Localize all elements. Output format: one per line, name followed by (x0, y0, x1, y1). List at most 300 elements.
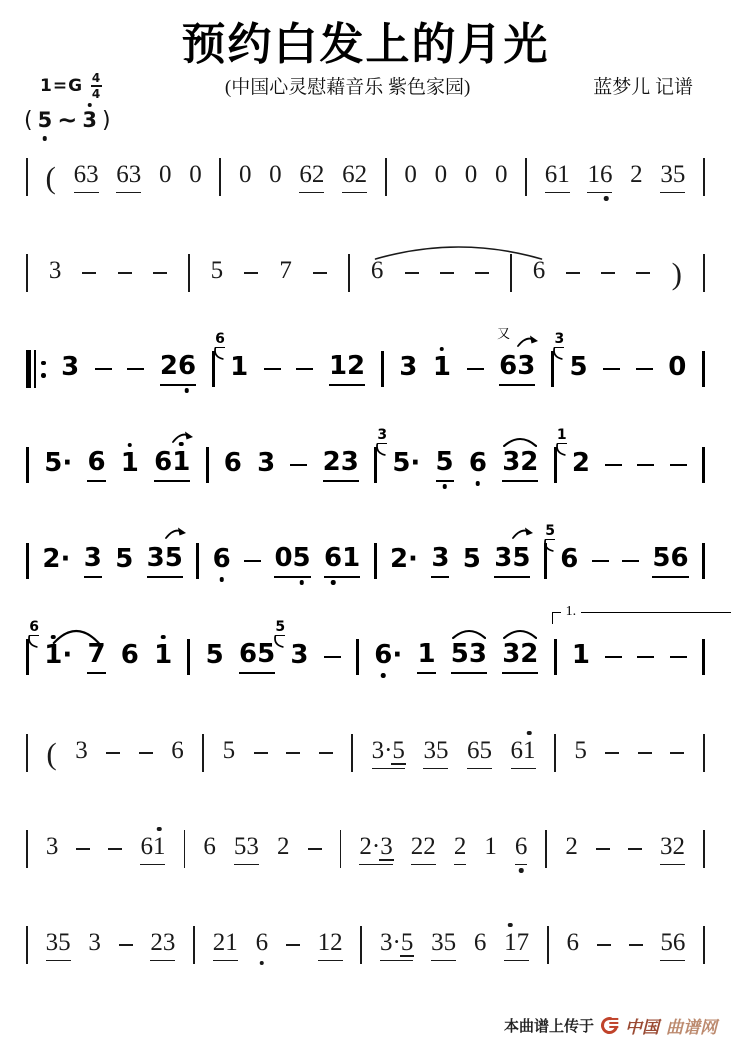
note-digits (44, 447, 73, 481)
octave-dot-high (527, 731, 532, 736)
dash-extension (622, 560, 639, 563)
footer (0, 1012, 717, 1038)
octave-dot-low (442, 484, 447, 489)
note-digits (467, 738, 492, 769)
note-digit: 2 (423, 832, 436, 860)
note-digit: 5 (436, 449, 454, 475)
dash-extension (638, 752, 652, 754)
note-digits (257, 447, 276, 481)
note-token (465, 162, 478, 192)
note-token (652, 542, 689, 578)
slide-arrow-icon (171, 430, 196, 444)
dash-extension (592, 560, 609, 563)
repeat-thin-bar (34, 350, 36, 388)
note-token (211, 258, 224, 288)
note-digit: 6 (499, 350, 518, 381)
note-token (565, 834, 578, 864)
octave-dot-low (381, 673, 386, 678)
note-token (404, 162, 417, 192)
score-line (26, 522, 705, 590)
note-token (61, 351, 80, 385)
score-line (26, 148, 705, 206)
note-token (277, 834, 290, 864)
grace-hook-icon (375, 443, 386, 456)
dash-extension (467, 368, 484, 371)
note-digit: 6 (566, 929, 580, 956)
dash-extension (637, 464, 654, 467)
note-token (46, 834, 59, 864)
range-low-note: 5 (38, 110, 53, 131)
note-token (495, 162, 508, 192)
dash-extension (313, 272, 327, 274)
grace-hook-icon (213, 347, 224, 360)
double-underline (391, 763, 406, 765)
note-digits (159, 350, 197, 386)
tie-arc-icon (503, 628, 537, 639)
dash-extension (597, 944, 611, 946)
note-digit: 7 (87, 638, 106, 669)
range-close-paren: ) (101, 107, 111, 133)
note-digits (411, 834, 436, 865)
note-digit: 5 (672, 160, 686, 188)
note-token (154, 639, 173, 673)
note-token (342, 162, 367, 193)
note-digit: 3 (380, 832, 393, 860)
note-digit: 2 (347, 350, 366, 381)
volta-label: 1. (561, 605, 582, 619)
note-token (159, 162, 172, 192)
score-line (26, 604, 705, 686)
note-digits (565, 834, 578, 864)
note-digit: 5 (233, 832, 247, 860)
note-token (432, 351, 451, 385)
note-token (189, 162, 202, 192)
note-token (511, 738, 536, 769)
note-digits (574, 738, 587, 768)
grace-note: 6 (215, 332, 225, 348)
subtitle: (中国心灵慰藉音乐 紫色家园) (224, 77, 471, 98)
parenthesis: ) (671, 255, 682, 291)
note-digits (116, 162, 141, 193)
note-token (454, 834, 467, 865)
note-digit: 3 (257, 447, 276, 478)
note-digit: 2 (42, 543, 61, 574)
dash-extension (76, 848, 90, 850)
note-digit: 3 (340, 446, 359, 477)
note-digits (211, 258, 224, 288)
note-token (239, 162, 252, 192)
note-digit: 2 (359, 832, 372, 860)
barline (703, 830, 705, 868)
note-digits (146, 542, 183, 578)
note-digit: 3 (128, 160, 142, 188)
note-token (159, 350, 197, 386)
note-digit: 3 (371, 736, 385, 764)
note-token (87, 638, 106, 674)
grace-note: 3 (377, 428, 387, 444)
note-digit: 6 (73, 160, 87, 188)
site-name-light: 曲谱网 (666, 1017, 717, 1038)
score-line (26, 820, 705, 878)
note-token (269, 162, 282, 192)
note-digit: 6 (223, 447, 242, 478)
dash-extension (139, 752, 153, 754)
note-digit: 5 (115, 543, 134, 574)
note-digit: 0 (159, 161, 172, 188)
dash-extension (628, 848, 642, 850)
barline (703, 734, 705, 772)
note-token (120, 639, 139, 673)
dash-extension (405, 272, 419, 274)
note-token (660, 162, 685, 193)
note-digit: 5 (293, 545, 311, 571)
barline (26, 543, 29, 579)
note-digit: 5 (58, 928, 71, 956)
note-digits (454, 834, 467, 865)
note-digit: 6 (469, 450, 487, 476)
note-token (467, 738, 492, 769)
note-token (212, 543, 231, 577)
note-digit: 6 (256, 930, 269, 955)
barline (187, 639, 190, 675)
note-digits (567, 930, 580, 960)
note-digits (154, 639, 173, 673)
dash-extension (596, 848, 610, 850)
octave-dot-high (87, 103, 92, 108)
note-digits (392, 447, 421, 481)
score-line (26, 244, 705, 302)
dash-extension (82, 272, 96, 274)
note-digits (88, 930, 101, 960)
note-digit: 7 (279, 257, 292, 284)
note-digit: 3 (61, 351, 80, 382)
ornament-text: 又 (497, 326, 511, 342)
note-digit: 1 (153, 834, 166, 859)
note-digit: 3 (431, 542, 450, 573)
note-digit: 6 (171, 737, 184, 764)
dash-extension (319, 752, 333, 754)
note-token (468, 447, 487, 481)
note-token (371, 258, 384, 288)
note-token (42, 543, 71, 577)
note-digits (630, 162, 643, 192)
note-token (359, 834, 392, 865)
barline (703, 926, 705, 964)
note-digits (49, 258, 62, 288)
note-token (533, 258, 546, 288)
dash-extension (670, 656, 687, 659)
barline (193, 926, 195, 964)
barline (385, 158, 387, 196)
note-digits (389, 543, 418, 577)
note-digits (652, 542, 689, 578)
note-digits (83, 542, 102, 578)
note-digit: 3 (494, 542, 513, 573)
dash-extension (324, 656, 341, 659)
note-digits (474, 930, 487, 960)
note-token (318, 930, 343, 961)
barline (219, 158, 221, 196)
time-signature (91, 72, 102, 100)
note-digit: 5 (164, 542, 183, 573)
dash-extension (475, 272, 489, 274)
note-digit: 6 (515, 834, 528, 859)
note-token (275, 618, 309, 673)
note-digit: 6 (510, 736, 524, 764)
dash-extension (108, 848, 122, 850)
note-digits (239, 638, 276, 674)
note-digit: 3 (246, 832, 259, 860)
note-token (497, 326, 536, 386)
octave-dot-low (331, 580, 336, 585)
note-digit: 6 (87, 446, 106, 477)
note-digits (371, 258, 384, 288)
note-digit: 5 (257, 638, 276, 669)
note-digit: 3 (88, 929, 101, 956)
note-digits (154, 446, 191, 482)
note-digits (223, 738, 236, 768)
note-token (215, 330, 249, 385)
note-digit: 2 (453, 832, 467, 860)
note-digit: 2 (565, 833, 578, 860)
note-digit: 3 (48, 257, 62, 284)
note-token (431, 542, 450, 578)
note-digits (432, 351, 451, 385)
note-token (140, 834, 165, 865)
note-digit: 5 (479, 736, 492, 764)
barline (374, 543, 377, 579)
note-digit: 5 (435, 736, 449, 764)
note-digit: 1 (523, 738, 536, 763)
note-digit: 3 (162, 928, 176, 956)
note-digit: 5 (569, 351, 588, 382)
note-token (322, 446, 359, 482)
note-digit: 5 (574, 737, 587, 764)
grace-note: 6 (29, 620, 39, 636)
note-token (234, 834, 259, 865)
note-digit: 2 (276, 833, 290, 860)
note-token (46, 930, 71, 961)
note-digit: 6 (299, 160, 312, 188)
barline (26, 447, 29, 483)
note-digits (239, 162, 252, 192)
note-token (274, 542, 311, 578)
key-label: 1=G (40, 75, 84, 96)
note-digits (450, 638, 487, 674)
note-digit: · (410, 447, 421, 478)
note-digits (234, 834, 259, 865)
note-digit: 0 (189, 161, 202, 188)
note-digit: 5 (392, 736, 405, 764)
note-digits (499, 350, 536, 386)
note-digit: 3 (83, 542, 102, 573)
note-digits (159, 162, 172, 192)
octave-dot-high (161, 635, 166, 640)
note-digit: 5 (44, 447, 63, 478)
octave-dot-high (128, 443, 133, 448)
barline (184, 830, 186, 868)
qupu-logo-icon (598, 1013, 621, 1036)
note-token (205, 639, 224, 673)
note-digits (468, 447, 487, 481)
note-digits (494, 542, 531, 578)
note-digit: 0 (269, 161, 282, 188)
grace-hook-icon (27, 635, 38, 648)
note-digits (322, 446, 359, 482)
dash-extension (670, 464, 687, 467)
note-digit: 6 (324, 545, 342, 571)
note-token (328, 350, 366, 386)
note-digit: 6 (466, 736, 480, 764)
note-digit: 5 (392, 447, 411, 478)
note-token (502, 638, 539, 674)
note-digit: 5 (400, 928, 414, 956)
note-digits (42, 543, 71, 577)
note-digit: 1 (230, 351, 249, 382)
barline (196, 543, 199, 579)
note-digits (571, 639, 590, 673)
note-token (223, 447, 242, 481)
note-digit: 3 (45, 833, 59, 860)
note-digit: 3 (379, 928, 393, 956)
note-digits (120, 639, 139, 673)
note-digits (511, 738, 536, 769)
note-digits (465, 162, 478, 192)
note-digits (431, 930, 456, 961)
note-digit: 5 (462, 543, 481, 574)
note-digits (417, 638, 436, 674)
note-digit: 3 (660, 160, 673, 188)
note-token (374, 639, 403, 673)
note-token (83, 542, 102, 578)
grace-hook-icon (552, 347, 563, 360)
note-token (668, 351, 687, 385)
dash-extension (296, 368, 313, 371)
note-digits (587, 162, 612, 193)
barline (703, 254, 705, 292)
tie-arc-icon (503, 436, 537, 447)
octave-dot-low (43, 136, 48, 141)
note-digits (318, 930, 343, 961)
barline (510, 254, 512, 292)
note-digit: 2 (389, 543, 409, 574)
note-token (150, 930, 175, 961)
slide-arrow-icon (516, 334, 541, 348)
note-digits (74, 162, 99, 193)
note-digits (545, 162, 570, 193)
note-digit: 2 (330, 928, 343, 956)
note-digits (502, 446, 539, 482)
note-digits (203, 834, 216, 864)
note-digits (504, 930, 529, 961)
note-digit: 1 (154, 642, 172, 668)
note-digit: 1 (44, 642, 62, 668)
octave-dot-high (157, 827, 162, 832)
note-token (256, 930, 269, 960)
note-digit: 5 (512, 542, 531, 573)
grace-hook-icon (273, 635, 284, 648)
parenthesis: ( (45, 159, 56, 195)
dash-extension (106, 752, 120, 754)
note-token (571, 639, 590, 673)
note-digit: 7 (516, 928, 530, 956)
note-digits (359, 834, 392, 865)
barline (26, 830, 28, 868)
note-token (120, 447, 139, 481)
note-digits (324, 542, 361, 578)
barline (26, 254, 28, 292)
note-digit: 6 (178, 353, 196, 379)
dash-extension (636, 272, 650, 274)
note-digits (668, 351, 687, 385)
note-token (49, 258, 62, 288)
note-token (87, 446, 106, 482)
score-line (26, 426, 705, 494)
note-digit: 1 (571, 639, 590, 670)
note-digit: 5 (443, 928, 457, 956)
grace-note: 5 (275, 620, 285, 636)
note-token (399, 351, 418, 385)
note-token (44, 447, 73, 481)
note-digit: 3 (517, 350, 536, 381)
note-digits (277, 834, 290, 864)
repeat-dot (41, 361, 46, 366)
note-digit: · (392, 928, 401, 956)
dash-extension (637, 656, 654, 659)
barline (547, 926, 549, 964)
note-digit: 2 (410, 832, 424, 860)
note-digit: 5 (205, 639, 224, 670)
note-token (257, 447, 276, 481)
tie-arc-icon (452, 628, 486, 639)
note-digits (533, 258, 546, 288)
score-line (26, 326, 705, 398)
note-digits (150, 930, 175, 961)
dash-extension (244, 560, 261, 563)
note-digit: 6 (116, 160, 129, 188)
note-token (450, 638, 487, 674)
octave-dot-high (440, 347, 445, 352)
repeat-thick-bar (26, 350, 31, 388)
note-digits (46, 930, 71, 961)
note-digit: 6 (213, 546, 231, 572)
note-token (29, 618, 73, 673)
note-digits (560, 543, 579, 577)
note-digits (213, 930, 238, 961)
note-digit: · (62, 447, 73, 478)
note-token (515, 834, 528, 865)
note-digits (342, 162, 367, 193)
note-digit: 3 (659, 832, 673, 860)
note-token (389, 543, 418, 577)
note-digits (115, 543, 134, 577)
barline (26, 158, 28, 196)
footer-upload-text: 本曲谱上传于 (503, 1016, 594, 1035)
note-token (556, 426, 590, 481)
note-digits (274, 542, 311, 578)
barline (202, 734, 204, 772)
barline (702, 639, 705, 675)
note-digit: 2 (159, 350, 178, 381)
note-digit: 0 (434, 161, 448, 188)
note-digits (435, 162, 448, 192)
note-digit: 6 (672, 928, 686, 956)
note-digit: 2 (311, 160, 325, 188)
note-digit: 6 (532, 257, 546, 284)
octave-dot-high (51, 635, 56, 640)
note-token (154, 446, 191, 482)
note-digits (423, 738, 448, 769)
